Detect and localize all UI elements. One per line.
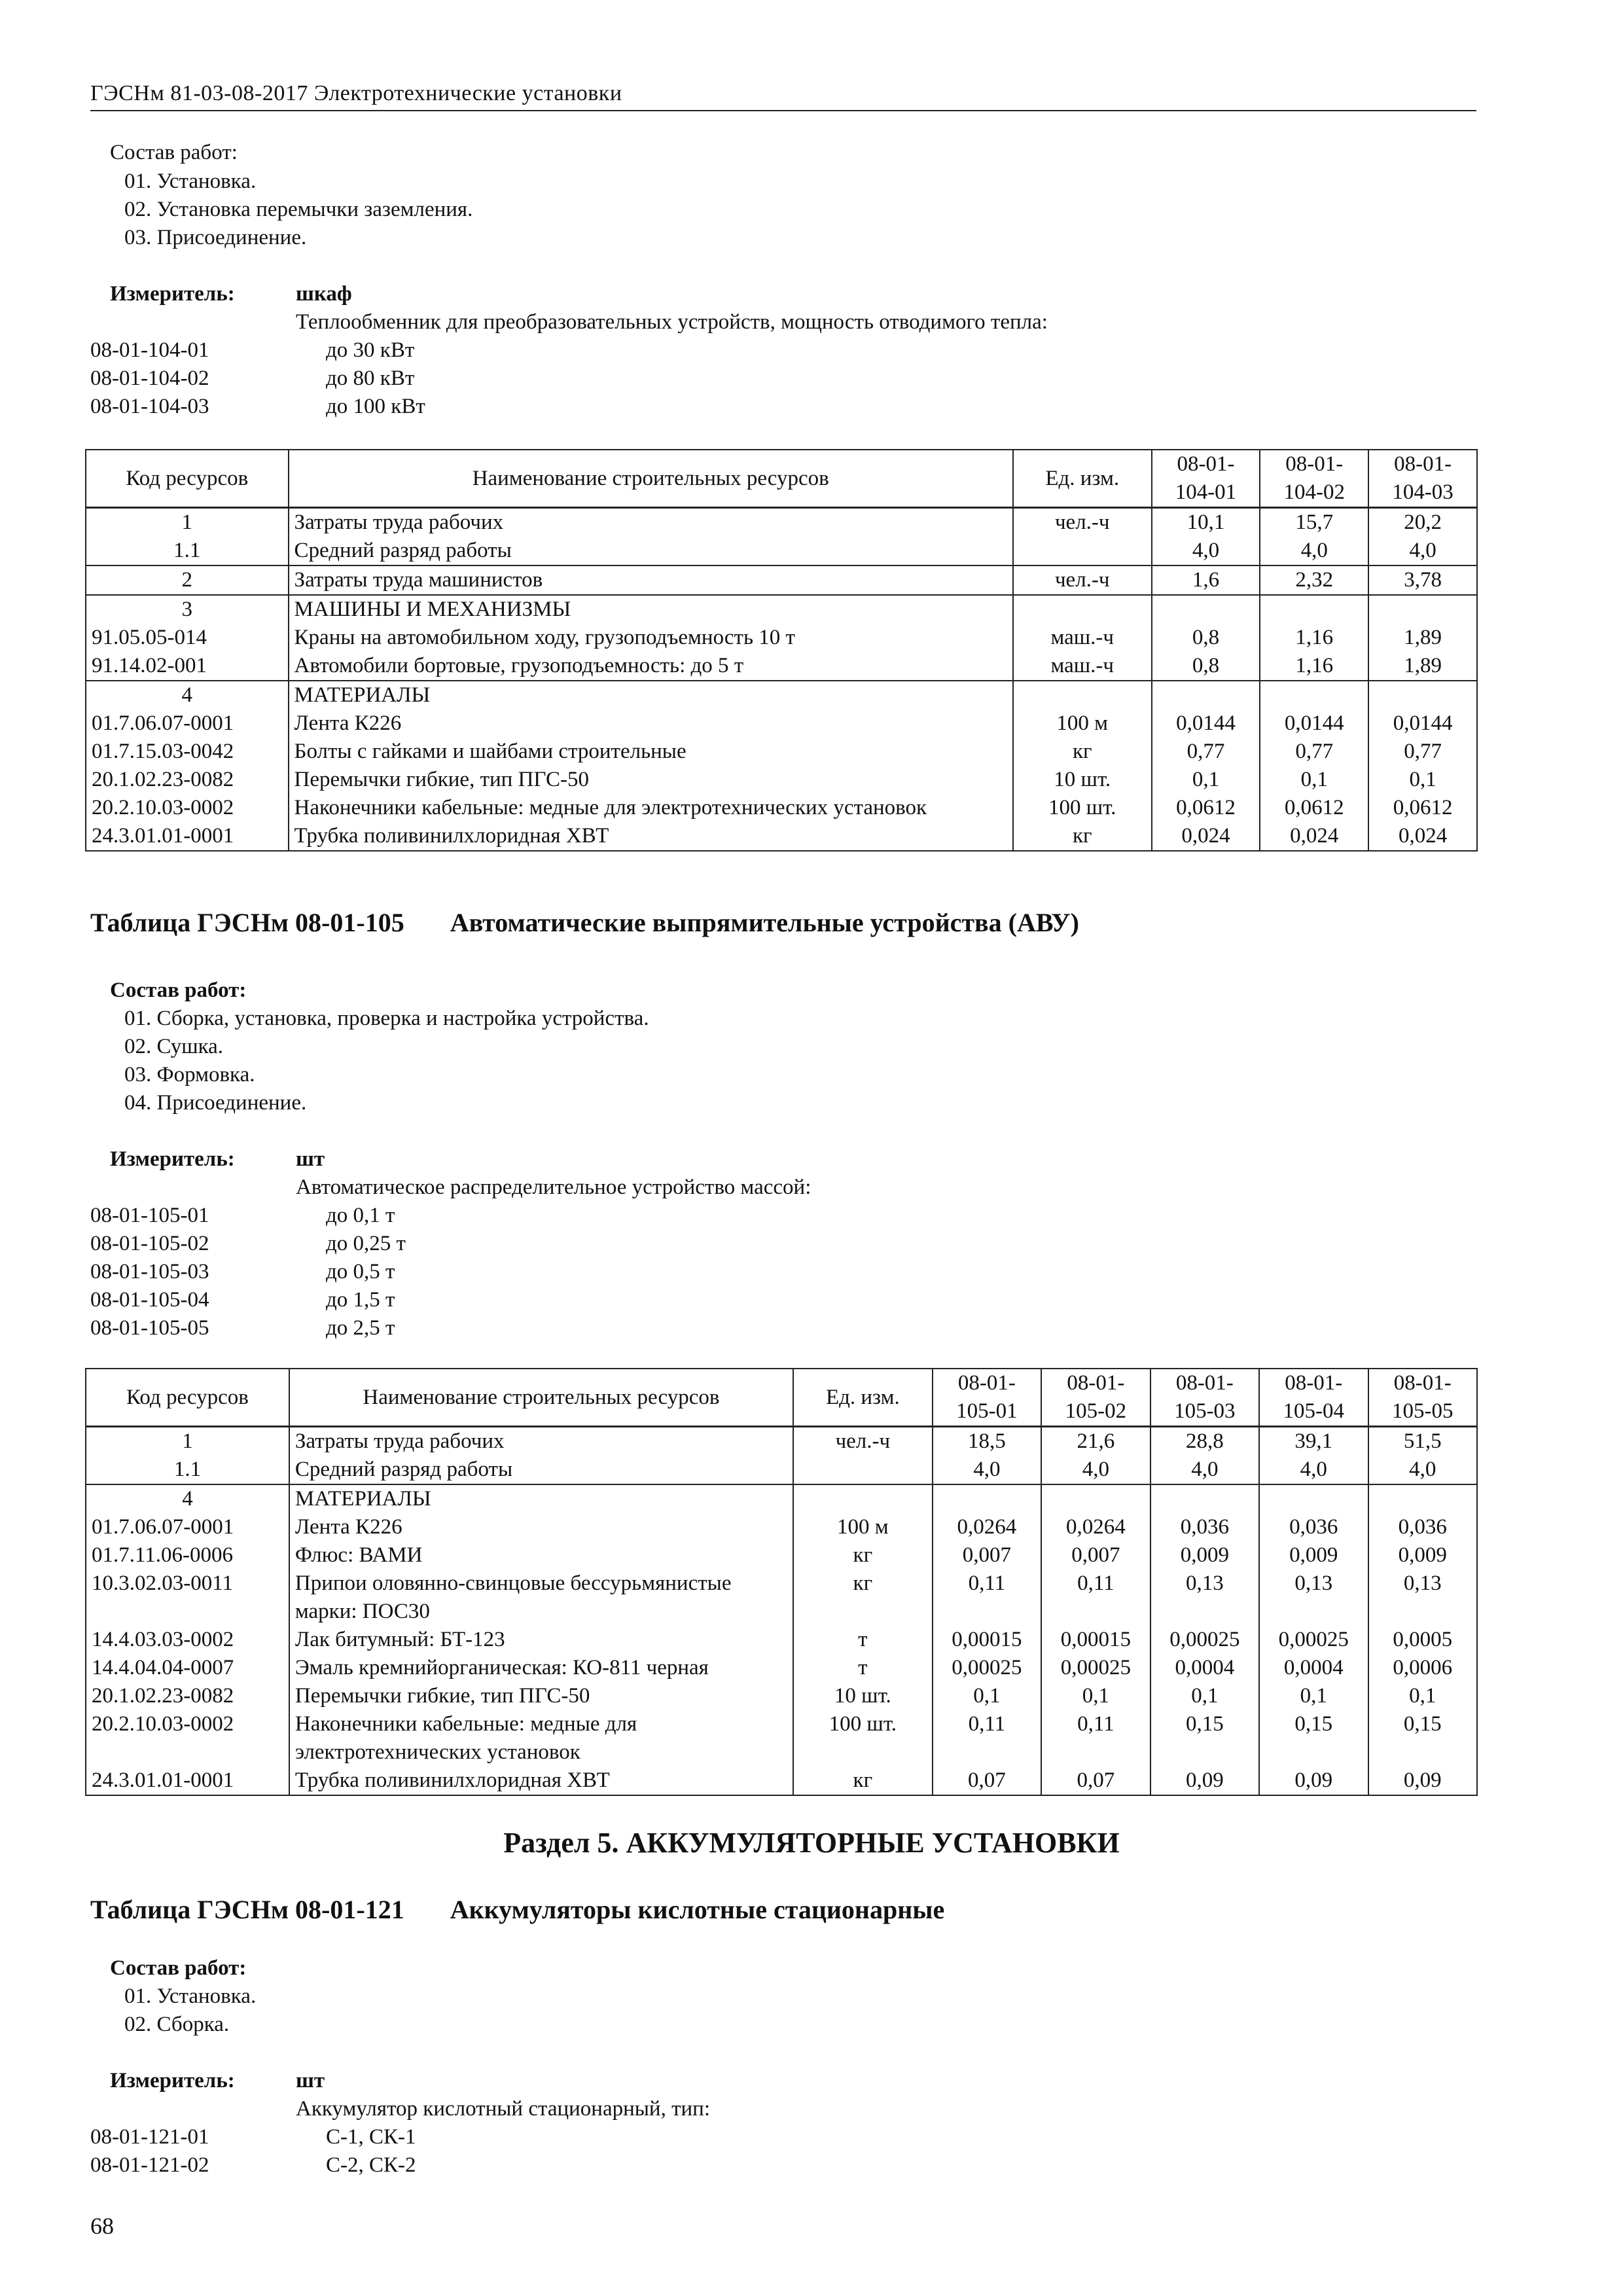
cell-value: 18,5 <box>933 1427 1041 1456</box>
cell-name: Болты с гайками и шайбами строительные <box>289 738 1013 766</box>
cell-unit: 100 м <box>1013 709 1152 738</box>
cell-name: Автомобили бортовые, грузоподъемность: до 5 т <box>289 652 1013 681</box>
table-row <box>86 794 1477 822</box>
meter-label: Измеритель: <box>110 282 235 306</box>
meter-label: Измеритель: <box>110 1147 235 1171</box>
work-item: 02. Установка перемычки заземления. <box>124 198 473 221</box>
meter-unit: шт <box>296 2069 325 2092</box>
cell-unit: кг <box>793 1570 933 1626</box>
cell-unit: кг <box>1013 738 1152 766</box>
cell-name: Средний разряд работы <box>289 1456 793 1484</box>
cell-name: Перемычки гибкие, тип ПГС-50 <box>289 1682 793 1710</box>
norm-row <box>90 1258 406 1286</box>
table-row <box>86 1654 1477 1682</box>
work-item: 02. Сушка. <box>124 1035 224 1058</box>
header-norm-column: 08-01- 105-05 <box>1368 1369 1477 1427</box>
norm-row <box>90 1230 406 1258</box>
cell-unit <box>1013 681 1152 709</box>
cell-name: Затраты труда рабочих <box>289 1427 793 1456</box>
cell-value: 0,024 <box>1260 822 1368 851</box>
cell-value <box>1041 1484 1150 1513</box>
header-name: Наименование строительных ресурсов <box>289 1369 793 1427</box>
cell-value: 0,07 <box>1041 1767 1150 1795</box>
cell-value: 1,89 <box>1368 624 1477 652</box>
cell-code: 3 <box>86 595 289 624</box>
work-item: 01. Установка. <box>124 1984 257 2008</box>
cell-value: 0,77 <box>1152 738 1260 766</box>
cell-value: 0,77 <box>1260 738 1368 766</box>
table-code: Таблица ГЭСНм 08-01-121 <box>90 1895 404 1924</box>
cell-value <box>1368 681 1477 709</box>
cell-value <box>933 1484 1041 1513</box>
cell-code: 20.2.10.03-0002 <box>86 794 289 822</box>
cell-code: 01.7.06.07-0001 <box>86 1513 289 1541</box>
table-row <box>86 1710 1477 1767</box>
norm-description: до 0,1 т <box>326 1204 395 1227</box>
header-unit: Ед. изм. <box>793 1369 933 1427</box>
cell-name: МАШИНЫ И МЕХАНИЗМЫ <box>289 595 1013 624</box>
cell-code: 20.2.10.03-0002 <box>86 1710 289 1767</box>
cell-value: 0,11 <box>933 1570 1041 1626</box>
cell-value: 0,00025 <box>1259 1626 1368 1654</box>
table-row <box>86 508 1477 537</box>
cell-code: 1 <box>86 1427 289 1456</box>
cell-value: 0,0144 <box>1368 709 1477 738</box>
cell-value: 1,16 <box>1260 624 1368 652</box>
cell-value: 4,0 <box>1041 1456 1150 1484</box>
cell-value: 4,0 <box>1368 1456 1477 1484</box>
cell-value: 4,0 <box>1259 1456 1368 1484</box>
cell-value <box>1152 595 1260 624</box>
cell-unit: чел.-ч <box>1013 565 1152 595</box>
cell-value: 0,00025 <box>1150 1626 1259 1654</box>
cell-value: 0,009 <box>1150 1541 1259 1570</box>
cell-unit <box>793 1456 933 1484</box>
cell-value: 20,2 <box>1368 508 1477 537</box>
cell-value: 0,0264 <box>933 1513 1041 1541</box>
norm-code: 08-01-104-03 <box>90 395 209 418</box>
table-code: Таблица ГЭСНм 08-01-105 <box>90 908 404 937</box>
cell-unit: чел.-ч <box>1013 508 1152 537</box>
cell-value: 0,0612 <box>1368 794 1477 822</box>
work-composition-label: Состав работ: <box>110 978 247 1002</box>
norm-code: 08-01-121-02 <box>90 2153 209 2177</box>
cell-name: Наконечники кабельные: медные для электротехнических установок <box>289 794 1013 822</box>
meter-description: Автоматическое распределительное устройство массой: <box>296 1175 812 1199</box>
cell-value: 0,009 <box>1368 1541 1477 1570</box>
cell-unit: кг <box>793 1767 933 1795</box>
cell-value: 0,024 <box>1368 822 1477 851</box>
cell-value: 0,0005 <box>1368 1626 1477 1654</box>
cell-code: 1 <box>86 508 289 537</box>
table-row <box>86 1541 1477 1570</box>
cell-code: 24.3.01.01-0001 <box>86 822 289 851</box>
norm-code: 08-01-105-02 <box>90 1232 209 1255</box>
table-row <box>86 565 1477 595</box>
cell-value <box>1368 1484 1477 1513</box>
cell-unit: 100 м <box>793 1513 933 1541</box>
cell-name: Флюс: ВАМИ <box>289 1541 793 1570</box>
cell-value: 0,1 <box>1150 1682 1259 1710</box>
cell-value: 51,5 <box>1368 1427 1477 1456</box>
cell-code: 01.7.06.07-0001 <box>86 709 289 738</box>
cell-value: 0,07 <box>933 1767 1041 1795</box>
cell-unit: 10 шт. <box>793 1682 933 1710</box>
table-row <box>86 1513 1477 1541</box>
cell-value: 0,1 <box>1368 766 1477 794</box>
cell-unit <box>1013 595 1152 624</box>
header-norm-column: 08-01- 105-03 <box>1150 1369 1259 1427</box>
header-norm-column: 08-01- 105-01 <box>933 1369 1041 1427</box>
cell-code: 20.1.02.23-0082 <box>86 766 289 794</box>
cell-unit: 10 шт. <box>1013 766 1152 794</box>
cell-unit: маш.-ч <box>1013 624 1152 652</box>
meter-unit: шкаф <box>296 282 352 306</box>
cell-value: 0,007 <box>933 1541 1041 1570</box>
norm-description: до 0,25 т <box>326 1232 406 1255</box>
table-row <box>86 822 1477 851</box>
norm-description: С-2, СК-2 <box>326 2153 416 2177</box>
meter-label: Измеритель: <box>110 2069 235 2092</box>
header-norm-column: 08-01- 105-02 <box>1041 1369 1150 1427</box>
norm-code: 08-01-105-05 <box>90 1316 209 1340</box>
cell-value: 0,11 <box>1041 1710 1150 1767</box>
table-row <box>86 1767 1477 1795</box>
cell-value: 0,0004 <box>1259 1654 1368 1682</box>
cell-value: 0,0006 <box>1368 1654 1477 1682</box>
table-header-row <box>86 450 1477 508</box>
work-item: 03. Формовка. <box>124 1063 255 1086</box>
meter-description: Теплообменник для преобразовательных устройств, мощность отводимого тепла: <box>296 310 1048 334</box>
header-unit: Ед. изм. <box>1013 450 1152 508</box>
norm-list <box>90 2123 416 2179</box>
norm-description: до 2,5 т <box>326 1316 395 1340</box>
header-norm-column: 08-01- 104-02 <box>1260 450 1368 508</box>
header-norm-column: 08-01- 105-04 <box>1259 1369 1368 1427</box>
cell-unit: т <box>793 1654 933 1682</box>
table-row <box>86 1626 1477 1654</box>
cell-value: 28,8 <box>1150 1427 1259 1456</box>
cell-value: 21,6 <box>1041 1427 1150 1456</box>
cell-value: 2,32 <box>1260 565 1368 595</box>
cell-value <box>1260 595 1368 624</box>
cell-value: 10,1 <box>1152 508 1260 537</box>
cell-value: 0,00025 <box>933 1654 1041 1682</box>
cell-code: 24.3.01.01-0001 <box>86 1767 289 1795</box>
resource-table-105 <box>85 1368 1478 1796</box>
cell-unit: 100 шт. <box>793 1710 933 1767</box>
cell-value: 4,0 <box>1152 537 1260 565</box>
norm-code: 08-01-105-04 <box>90 1288 209 1312</box>
cell-value: 0,024 <box>1152 822 1260 851</box>
table-row <box>86 652 1477 681</box>
cell-value: 4,0 <box>1368 537 1477 565</box>
meter-description: Аккумулятор кислотный стационарный, тип: <box>296 2097 710 2121</box>
work-item: 01. Сборка, установка, проверка и настройка устройства. <box>124 1007 649 1030</box>
norm-description: до 100 кВт <box>326 395 425 418</box>
cell-value: 1,16 <box>1260 652 1368 681</box>
cell-code: 4 <box>86 1484 289 1513</box>
cell-name: Лента К226 <box>289 709 1013 738</box>
cell-code: 1.1 <box>86 537 289 565</box>
table-row <box>86 681 1477 709</box>
cell-name: МАТЕРИАЛЫ <box>289 681 1013 709</box>
cell-value: 0,036 <box>1259 1513 1368 1541</box>
table-row <box>86 1484 1477 1513</box>
norm-code: 08-01-105-01 <box>90 1204 209 1227</box>
cell-name: Припои оловянно-свинцовые бессурьмянистые марки: ПОС30 <box>289 1570 793 1626</box>
cell-name: Трубка поливинилхлоридная ХВТ <box>289 1767 793 1795</box>
table-row <box>86 1682 1477 1710</box>
cell-value: 0,0144 <box>1152 709 1260 738</box>
norm-code: 08-01-104-02 <box>90 367 209 390</box>
cell-value: 0,1 <box>1368 1682 1477 1710</box>
cell-value: 0,8 <box>1152 652 1260 681</box>
norm-code: 08-01-105-03 <box>90 1260 209 1283</box>
norm-description: до 1,5 т <box>326 1288 395 1312</box>
norm-code: 08-01-121-01 <box>90 2125 209 2149</box>
cell-value: 0,09 <box>1368 1767 1477 1795</box>
work-item: 02. Сборка. <box>124 2013 230 2036</box>
cell-value: 0,0612 <box>1260 794 1368 822</box>
work-composition-label: Состав работ: <box>110 1956 247 1980</box>
norm-row <box>90 1202 406 1230</box>
work-item: 01. Установка. <box>124 170 257 193</box>
table-name: Аккумуляторы кислотные стационарные <box>450 1895 945 1924</box>
cell-name: Затраты труда машинистов <box>289 565 1013 595</box>
cell-name: Трубка поливинилхлоридная ХВТ <box>289 822 1013 851</box>
header-norm-column: 08-01- 104-01 <box>1152 450 1260 508</box>
cell-name: Лента К226 <box>289 1513 793 1541</box>
norm-list <box>90 1202 406 1342</box>
table-row <box>86 1570 1477 1626</box>
norm-code: 08-01-104-01 <box>90 338 209 362</box>
norm-description: до 30 кВт <box>326 338 415 362</box>
cell-value: 0,09 <box>1150 1767 1259 1795</box>
norm-row <box>90 1314 406 1342</box>
cell-name: МАТЕРИАЛЫ <box>289 1484 793 1513</box>
cell-unit: т <box>793 1626 933 1654</box>
table-row <box>86 766 1477 794</box>
table-row <box>86 1456 1477 1484</box>
table-row <box>86 709 1477 738</box>
cell-code: 01.7.15.03-0042 <box>86 738 289 766</box>
cell-value: 39,1 <box>1259 1427 1368 1456</box>
table-row <box>86 537 1477 565</box>
norm-description: до 80 кВт <box>326 367 415 390</box>
norm-row <box>90 336 425 365</box>
cell-unit: чел.-ч <box>793 1427 933 1456</box>
table-name: Автоматические выпрямительные устройства (АВУ) <box>450 908 1079 937</box>
cell-name: Затраты труда рабочих <box>289 508 1013 537</box>
norm-row <box>90 365 425 393</box>
cell-name: Краны на автомобильном ходу, грузоподъемность 10 т <box>289 624 1013 652</box>
cell-value: 0,1 <box>1041 1682 1150 1710</box>
cell-unit: маш.-ч <box>1013 652 1152 681</box>
cell-value: 0,15 <box>1368 1710 1477 1767</box>
table-title-121 <box>90 1893 944 1927</box>
cell-code: 2 <box>86 565 289 595</box>
table-row <box>86 595 1477 624</box>
cell-value: 0,00015 <box>933 1626 1041 1654</box>
cell-value: 0,15 <box>1259 1710 1368 1767</box>
cell-value <box>1150 1484 1259 1513</box>
cell-value: 0,09 <box>1259 1767 1368 1795</box>
cell-value: 0,009 <box>1259 1541 1368 1570</box>
header-norm-column: 08-01- 104-03 <box>1368 450 1477 508</box>
norm-row <box>90 1286 406 1314</box>
cell-value <box>1368 595 1477 624</box>
cell-unit <box>793 1484 933 1513</box>
norm-row <box>90 2123 416 2151</box>
cell-value: 4,0 <box>1260 537 1368 565</box>
cell-value: 0,11 <box>933 1710 1041 1767</box>
cell-value: 0,00015 <box>1041 1626 1150 1654</box>
work-items-list <box>124 1005 649 1117</box>
cell-value: 0,0004 <box>1150 1654 1259 1682</box>
cell-value: 0,0264 <box>1041 1513 1150 1541</box>
norm-row <box>90 2151 416 2179</box>
cell-value: 0,0144 <box>1260 709 1368 738</box>
norm-description: С-1, СК-1 <box>326 2125 416 2149</box>
cell-value: 15,7 <box>1260 508 1368 537</box>
cell-value: 0,007 <box>1041 1541 1150 1570</box>
cell-value: 0,036 <box>1368 1513 1477 1541</box>
cell-unit: кг <box>1013 822 1152 851</box>
cell-value: 3,78 <box>1368 565 1477 595</box>
cell-value: 4,0 <box>933 1456 1041 1484</box>
running-header: ГЭСНм 81-03-08-2017 Электротехнические установки <box>90 79 1476 111</box>
section-title: Раздел 5. АККУМУЛЯТОРНЫЕ УСТАНОВКИ <box>503 1827 1120 1859</box>
cell-value: 0,1 <box>1260 766 1368 794</box>
work-composition-label: Состав работ: <box>110 141 238 164</box>
cell-value: 4,0 <box>1150 1456 1259 1484</box>
norm-description: до 0,5 т <box>326 1260 395 1283</box>
cell-name: Перемычки гибкие, тип ПГС-50 <box>289 766 1013 794</box>
work-items-list <box>124 1982 256 2039</box>
cell-value: 0,13 <box>1150 1570 1259 1626</box>
cell-value: 0,8 <box>1152 624 1260 652</box>
header-name: Наименование строительных ресурсов <box>289 450 1013 508</box>
table-row <box>86 1427 1477 1456</box>
cell-value <box>1260 681 1368 709</box>
table-title-105 <box>90 906 1079 940</box>
cell-value <box>1259 1484 1368 1513</box>
cell-name: Наконечники кабельные: медные для электротехнических установок <box>289 1710 793 1767</box>
cell-name: Лак битумный: БТ-123 <box>289 1626 793 1654</box>
table-row <box>86 738 1477 766</box>
table-row <box>86 624 1477 652</box>
cell-value: 1,89 <box>1368 652 1477 681</box>
page-number: 68 <box>90 2213 114 2239</box>
cell-value: 0,15 <box>1150 1710 1259 1767</box>
cell-value: 0,0612 <box>1152 794 1260 822</box>
cell-unit: 100 шт. <box>1013 794 1152 822</box>
cell-name: Эмаль кремнийорганическая: КО-811 черная <box>289 1654 793 1682</box>
norm-list <box>90 336 425 421</box>
cell-code: 14.4.03.03-0002 <box>86 1626 289 1654</box>
cell-code: 20.1.02.23-0082 <box>86 1682 289 1710</box>
cell-value: 0,13 <box>1259 1570 1368 1626</box>
cell-value: 0,00025 <box>1041 1654 1150 1682</box>
header-code: Код ресурсов <box>86 1369 289 1427</box>
resource-table-104 <box>85 449 1478 852</box>
cell-unit <box>1013 537 1152 565</box>
cell-code: 91.14.02-001 <box>86 652 289 681</box>
cell-value: 0,11 <box>1041 1570 1150 1626</box>
cell-value: 0,13 <box>1368 1570 1477 1626</box>
meter-unit: шт <box>296 1147 325 1171</box>
cell-value: 0,1 <box>933 1682 1041 1710</box>
cell-code: 91.05.05-014 <box>86 624 289 652</box>
cell-code: 1.1 <box>86 1456 289 1484</box>
header-code: Код ресурсов <box>86 450 289 508</box>
cell-value: 0,1 <box>1259 1682 1368 1710</box>
cell-code: 01.7.11.06-0006 <box>86 1541 289 1570</box>
cell-value <box>1152 681 1260 709</box>
norm-row <box>90 393 425 421</box>
cell-value: 1,6 <box>1152 565 1260 595</box>
cell-name: Средний разряд работы <box>289 537 1013 565</box>
work-item: 04. Присоединение. <box>124 1091 307 1115</box>
work-item: 03. Присоединение. <box>124 226 307 249</box>
cell-code: 4 <box>86 681 289 709</box>
cell-value: 0,77 <box>1368 738 1477 766</box>
table-header-row <box>86 1369 1477 1427</box>
cell-value: 0,1 <box>1152 766 1260 794</box>
work-items-list <box>124 168 473 252</box>
cell-code: 10.3.02.03-0011 <box>86 1570 289 1626</box>
cell-code: 14.4.04.04-0007 <box>86 1654 289 1682</box>
cell-value: 0,036 <box>1150 1513 1259 1541</box>
cell-unit: кг <box>793 1541 933 1570</box>
